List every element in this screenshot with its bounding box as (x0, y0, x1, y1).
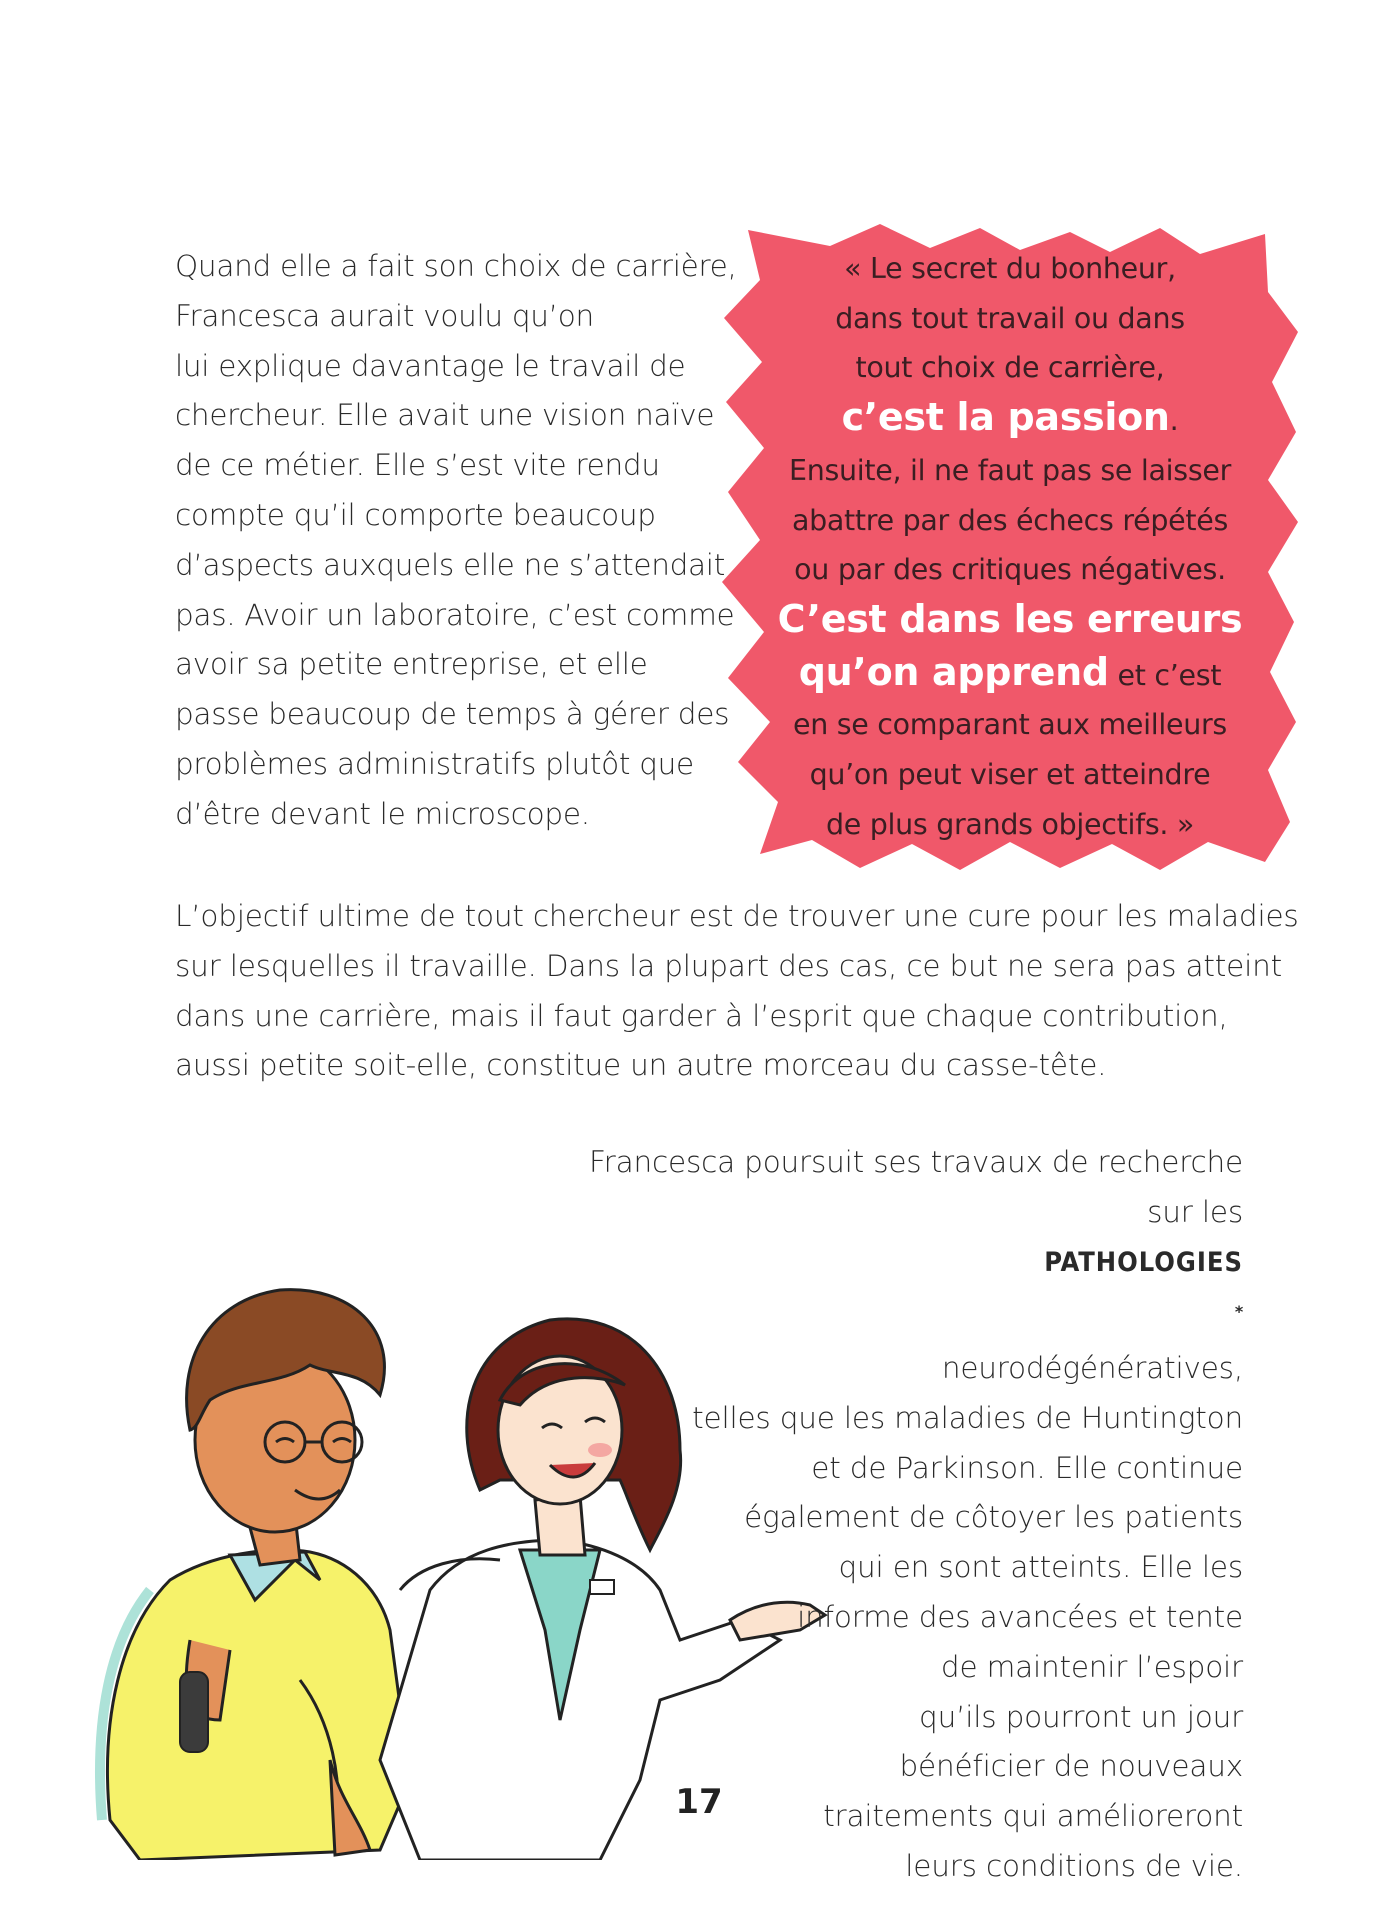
intro-line: chercheur. Elle avait une vision naïve (175, 398, 715, 433)
paragraph-line: qu’ils pourront un jour (919, 1699, 1243, 1734)
research-goal-paragraph (175, 892, 1299, 1091)
quote-line: tout choix de carrière, (855, 351, 1165, 385)
paragraph-line: L’objectif ultime de tout chercheur est de trouver une cure pour les maladies (175, 899, 1299, 933)
quote-line: en se comparant aux meilleurs (793, 708, 1227, 742)
glossary-asterisk: * (1234, 1302, 1243, 1322)
paragraph-line: et de Parkinson. Elle continue (811, 1450, 1243, 1485)
intro-line: d’être devant le microscope. (175, 796, 590, 831)
paragraph-line: sur lesquelles il travaille. Dans la plupart des cas, ce but ne sera pas atteint (175, 948, 1282, 983)
quote-line (770, 393, 1250, 446)
paragraph-line (543, 1188, 1243, 1394)
intro-line: compte qu’il comporte beaucoup (175, 497, 656, 532)
paragraph-line: Francesca poursuit ses travaux de recherche (589, 1145, 1243, 1179)
intro-line: pas. Avoir un laboratoire, c’est comme (175, 597, 735, 632)
intro-line: passe beaucoup de temps à gérer des (175, 697, 730, 732)
quote-line: « Le secret du bonheur, (844, 252, 1176, 285)
quote-line: Ensuite, il ne faut pas se laisser (788, 453, 1232, 487)
pathologies-paragraph (543, 1138, 1243, 1892)
quote-highlight: qu’on apprend (798, 649, 1109, 694)
intro-paragraph (175, 242, 735, 840)
intro-line: avoir sa petite entreprise, et elle (175, 647, 648, 682)
paragraph-text: neurodégénératives, (941, 1351, 1243, 1386)
paragraph-line: dans une carrière, mais il faut garder à l’esprit que chaque contribution, (175, 998, 1228, 1033)
quote-highlight: C’est dans les erreurs (777, 596, 1243, 641)
quote-line: abattre par des échecs répétés (791, 503, 1229, 537)
paragraph-line: leurs conditions de vie. (905, 1848, 1243, 1883)
quote-line: dans tout travail ou dans (835, 301, 1185, 335)
passion-quote (770, 244, 1250, 849)
glossary-term-link[interactable]: PATHOLOGIES (1044, 1246, 1243, 1278)
page-number: 17 (675, 1782, 723, 1822)
paragraph-text: sur les (1147, 1194, 1243, 1229)
paragraph-line: bénéficier de nouveaux (899, 1749, 1243, 1784)
quote-text: et c’est (1108, 658, 1222, 692)
paragraph-line: qui en sont atteints. Elle les (838, 1550, 1243, 1585)
intro-line: d’aspects auxquels elle ne s’attendait (175, 547, 725, 582)
intro-line: problèmes administratifs plutôt que (175, 746, 694, 781)
paragraph-line: aussi petite soit-elle, constitue un autre morceau du casse-tête. (175, 1048, 1107, 1083)
paragraph-line: également de côtoyer les patients (744, 1500, 1243, 1535)
intro-line: lui explique davantage le travail de (175, 348, 686, 383)
quote-text: . (1169, 404, 1179, 438)
paragraph-line: traitements qui amélioreront (823, 1799, 1243, 1834)
intro-line: Quand elle a fait son choix de carrière, (175, 249, 737, 283)
paragraph-line: telles que les maladies de Huntington (692, 1400, 1243, 1435)
quote-line: qu’on peut viser et atteindre (809, 758, 1211, 792)
paragraph-line: de maintenir l’espoir (940, 1649, 1243, 1684)
quote-line: de plus grands objectifs. » (825, 807, 1195, 841)
quote-line (770, 648, 1250, 701)
intro-line: Francesca aurait voulu qu’on (175, 298, 594, 333)
quote-highlight: c’est la passion (841, 395, 1170, 440)
quote-line (770, 595, 1250, 648)
intro-line: de ce métier. Elle s’est vite rendu (175, 448, 660, 483)
quote-line: ou par des critiques négatives. (794, 553, 1226, 587)
paragraph-line: informe des avancées et tente (797, 1600, 1243, 1634)
